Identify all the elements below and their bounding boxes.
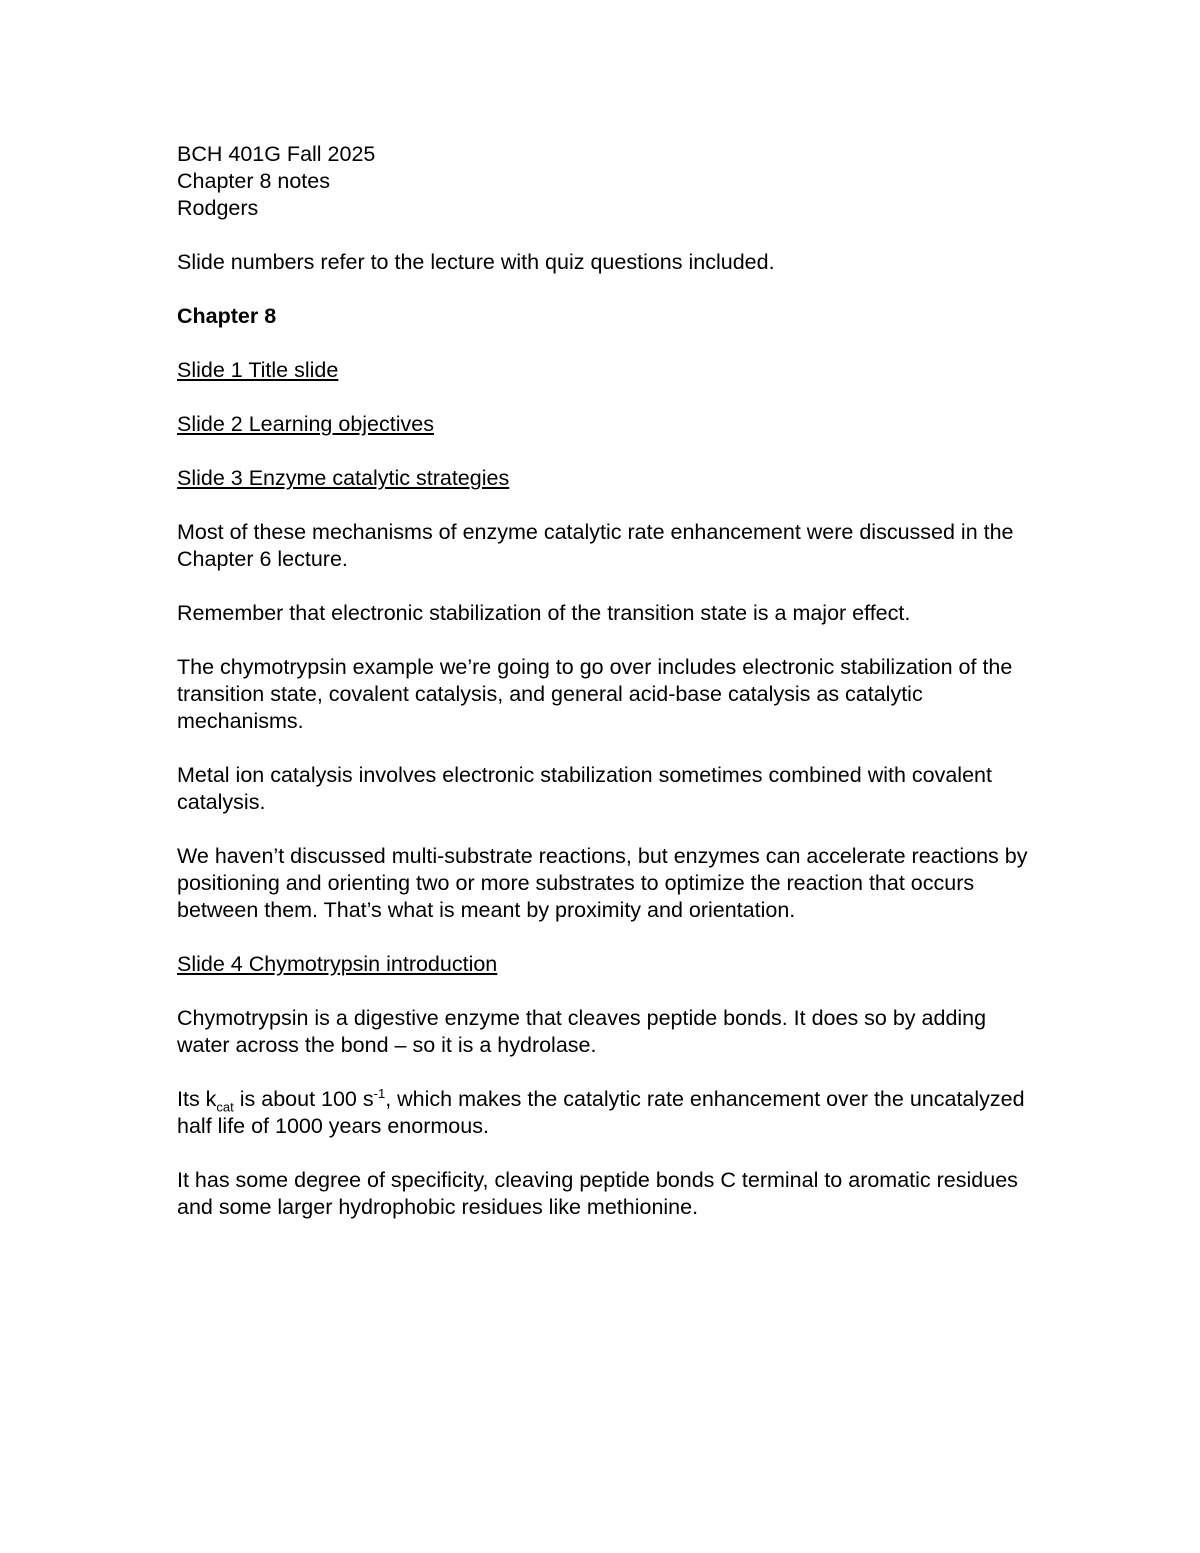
slide-4-paragraph: It has some degree of specificity, cleaving peptide bonds C terminal to aromatic residues and some larger hydrophobic residues like methionine. <box>177 1168 1018 1219</box>
slide-4-heading: Slide 4 Chymotrypsin introduction <box>177 952 498 976</box>
kcat-pre: Its k <box>177 1087 217 1111</box>
kcat-paragraph <box>177 1086 1037 1140</box>
notes-title-line: Chapter 8 notes <box>177 169 330 193</box>
slide-3-paragraph: The chymotrypsin example we’re going to go over includes electronic stabilization of the transition state, covalent catalysis, and general acid-base catalysis as catalytic mechanisms. <box>177 655 1013 733</box>
slide-3-paragraph: We haven’t discussed multi-substrate reactions, but enzymes can accelerate reactions by positioning and orienting two or more substrates to optimize the reaction that occurs between them. That’s what is meant by proximity and orientation. <box>177 844 1028 922</box>
document-body <box>177 141 1037 1248</box>
slide-3-paragraph: Most of these mechanisms of enzyme catalytic rate enhancement were discussed in the Chapter 6 lecture. <box>177 520 1014 571</box>
course-line: BCH 401G Fall 2025 <box>177 142 376 166</box>
slide-3-paragraph: Remember that electronic stabilization of the transition state is a major effect. <box>177 601 911 625</box>
kcat-subscript: cat <box>216 1099 234 1115</box>
slide-1-heading: Slide 1 Title slide <box>177 358 339 382</box>
slide-2-heading: Slide 2 Learning objectives <box>177 412 434 436</box>
kcat-post: , which makes the catalytic rate enhancement over the uncatalyzed half life of 1000 years enormous. <box>177 1087 1025 1138</box>
document-header <box>177 141 1037 222</box>
chapter-heading: Chapter 8 <box>177 304 277 328</box>
author-line: Rodgers <box>177 196 259 220</box>
slide-3-heading: Slide 3 Enzyme catalytic strategies <box>177 466 510 490</box>
slide-3-paragraph: Metal ion catalysis involves electronic stabilization sometimes combined with covalent catalysis. <box>177 763 992 814</box>
intro-paragraph: Slide numbers refer to the lecture with quiz questions included. <box>177 250 775 274</box>
kcat-superscript: -1 <box>373 1085 386 1101</box>
kcat-mid: is about 100 s <box>233 1087 374 1111</box>
slide-4-paragraph: Chymotrypsin is a digestive enzyme that cleaves peptide bonds. It does so by adding water across the bond – so it is a hydrolase. <box>177 1006 987 1057</box>
